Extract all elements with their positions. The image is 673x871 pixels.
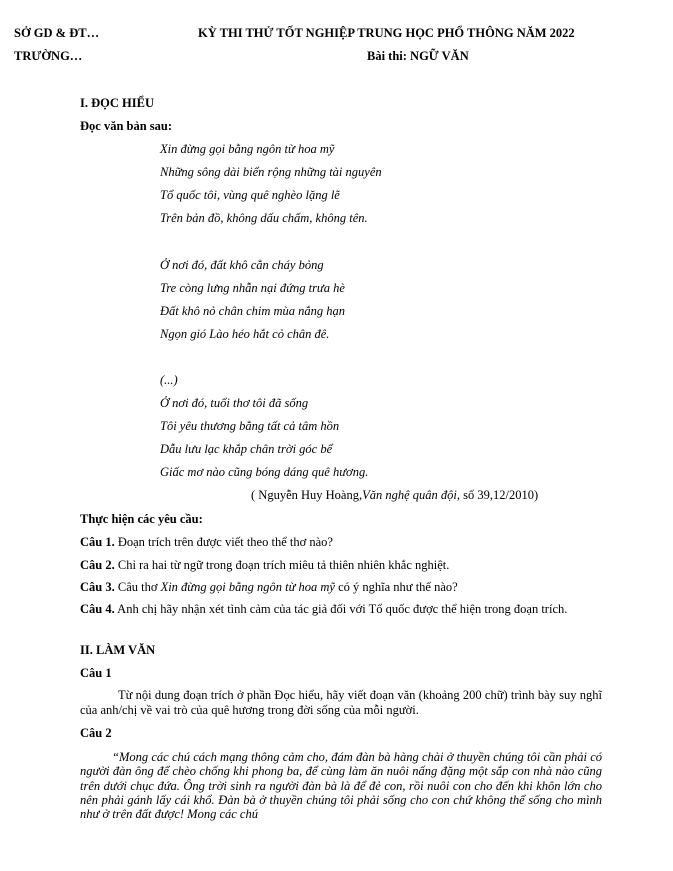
question-3 — [80, 580, 600, 594]
poem-line: Ở nơi đó, đất khô cằn cháy bỏng — [160, 258, 324, 272]
question-text: Anh chị hãy nhận xét tình cảm của tác giả đối với Tổ quốc được thể hiện trong đoạn trích. — [114, 602, 568, 616]
essay-2-excerpt: “Mong các chú cách mạng thông cảm cho, đám đàn bà hàng chài ở thuyền chúng tôi cần phải có người đàn ông để chèo chống khi phong ba, để cùng làm ăn nuôi nấng đặng một sắp con nhà nào cũng trên dưới chục đứa. Ông trời sinh ra người đàn bà là để đẻ con, rồi nuôi con cho đến khi khôn lớn cho nên phải gánh lấy cái khổ. Đàn bà ở thuyền chúng tôi phải sống cho con chứ không thể sống cho mình như ở trên đất được! Mong các chú — [80, 750, 602, 822]
question-label: Câu 3. — [80, 580, 115, 594]
question-text-pre: Câu thơ — [114, 580, 161, 594]
poem-source — [251, 488, 538, 503]
poem-line: Tre còng lưng nhẫn nại đứng trưa hè — [160, 281, 345, 295]
question-text: Đoạn trích trên được viết theo thể thơ nào? — [114, 535, 333, 549]
essay-1-label: Câu 1 — [80, 666, 112, 680]
part1-title: I. ĐỌC HIỂU — [80, 96, 154, 110]
poem-line: Ở nơi đó, tuổi thơ tôi đã sống — [160, 396, 309, 410]
question-quote: Xin đừng gọi bằng ngôn từ hoa mỹ — [160, 580, 335, 594]
source-issue: số 39,12/2010) — [460, 488, 539, 502]
part2-title: II. LÀM VĂN — [80, 643, 156, 657]
source-publication: Văn nghệ quân đội, — [362, 488, 461, 502]
reading-instruction: Đọc văn bản sau: — [80, 119, 173, 133]
poem-line: Dẫu lưu lạc khắp chân trời góc bể — [160, 442, 333, 456]
question-2 — [80, 558, 600, 572]
subject-label: Bài thi: NGỮ VĂN — [367, 49, 469, 63]
school-label: TRƯỜNG… — [14, 49, 83, 63]
question-text: Chỉ ra hai từ ngữ trong đoạn trích miêu tả thiên nhiên khắc nghiệt. — [114, 558, 450, 572]
exam-title: KỲ THI THỬ TỐT NGHIỆP TRUNG HỌC PHỔ THÔNG NĂM 2022 — [198, 26, 575, 40]
source-author: ( Nguyễn Huy Hoàng, — [251, 488, 363, 502]
essay-2-label: Câu 2 — [80, 726, 112, 740]
question-label: Câu 2. — [80, 558, 115, 572]
poem-line: Xin đừng gọi bằng ngôn từ hoa mỹ — [160, 142, 335, 156]
question-label: Câu 1. — [80, 535, 115, 549]
department-label: SỞ GD & ĐT… — [14, 26, 100, 40]
poem-line: Những sông dài biển rộng những tài nguyên — [160, 165, 382, 179]
tasks-title: Thực hiện các yêu cầu: — [80, 512, 203, 526]
poem-line: Giấc mơ nào cũng bóng dáng quê hương. — [160, 465, 369, 479]
poem-line: Tôi yêu thương bằng tất cả tâm hồn — [160, 419, 340, 433]
question-label: Câu 4. — [80, 602, 115, 616]
poem-ellipsis: (...) — [160, 373, 178, 387]
poem-line: Tổ quốc tôi, vùng quê nghèo lặng lẽ — [160, 188, 340, 202]
question-text-post: có ý nghĩa như thế nào? — [334, 580, 458, 594]
question-4 — [80, 602, 600, 616]
poem-line: Đất khô nỏ chân chim mùa nắng hạn — [160, 304, 346, 318]
poem-line: Ngọn gió Lào héo hắt cỏ chân đê. — [160, 327, 330, 341]
poem-line: Trên bản đồ, không dấu chấm, không tên. — [160, 211, 368, 225]
essay-1-prompt: Từ nội dung đoạn trích ở phần Đọc hiểu, hãy viết đoạn văn (khoảng 200 chữ) trình bày suy nghĩ của anh/chị về vai trò của quê hương trong đời sống của mỗi người. — [80, 688, 602, 717]
question-1 — [80, 535, 600, 549]
